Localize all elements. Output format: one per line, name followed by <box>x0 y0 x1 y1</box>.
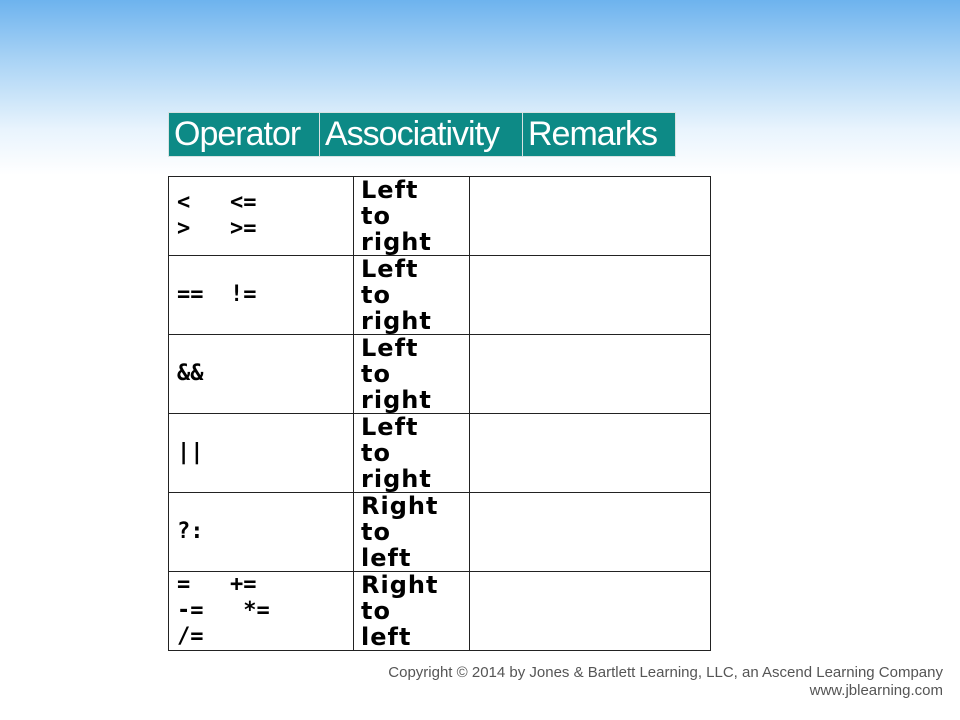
table-row <box>169 414 711 493</box>
associativity-cell <box>354 335 470 414</box>
associativity-cell <box>354 493 470 572</box>
remarks-cell <box>470 335 711 414</box>
table-row <box>169 335 711 414</box>
operator-cell <box>169 177 354 256</box>
table-row <box>169 493 711 572</box>
associativity-text: left <box>361 544 412 572</box>
operator-cell <box>169 256 354 335</box>
associativity-cell <box>354 256 470 335</box>
header-row <box>169 113 676 157</box>
associativity-text: right <box>361 386 432 414</box>
associativity-text: Left <box>361 334 419 362</box>
operator-text: < <= <box>177 190 257 215</box>
associativity-cell <box>354 414 470 493</box>
operator-text: ?: <box>177 519 204 544</box>
operator-text: && <box>177 361 204 386</box>
column-header-table <box>168 112 676 157</box>
associativity-text: Left <box>361 255 419 283</box>
operator-cell <box>169 493 354 572</box>
operator-text: || <box>177 440 204 465</box>
associativity-text: to <box>361 202 391 230</box>
associativity-text: to <box>361 281 391 309</box>
header-associativity: Associativity <box>320 113 523 157</box>
associativity-text: Right <box>361 571 439 599</box>
operator-text: /= <box>177 624 204 649</box>
operator-table <box>168 176 711 651</box>
operator-text: > >= <box>177 216 257 241</box>
operator-text: -= *= <box>177 598 270 623</box>
associativity-text: Left <box>361 413 419 441</box>
copyright-text: Copyright © 2014 by Jones & Bartlett Learning, LLC, an Ascend Learning Company <box>388 664 943 681</box>
associativity-text: right <box>361 307 432 335</box>
associativity-text: to <box>361 360 391 388</box>
associativity-text: left <box>361 623 412 651</box>
remarks-cell <box>470 572 711 651</box>
operator-text: = += <box>177 572 257 597</box>
website-text: www.jblearning.com <box>809 682 943 699</box>
remarks-cell <box>470 177 711 256</box>
header-operator: Operator <box>169 113 320 157</box>
associativity-text: to <box>361 518 391 546</box>
operator-cell <box>169 572 354 651</box>
associativity-text: Right <box>361 492 439 520</box>
associativity-text: right <box>361 228 432 256</box>
associativity-cell <box>354 177 470 256</box>
associativity-cell <box>354 572 470 651</box>
associativity-text: right <box>361 465 432 493</box>
operator-cell <box>169 414 354 493</box>
table-row <box>169 177 711 256</box>
remarks-cell <box>470 256 711 335</box>
operator-text: == != <box>177 282 257 307</box>
copyright-footer <box>388 664 943 700</box>
header-remarks: Remarks <box>523 113 676 157</box>
associativity-text: to <box>361 597 391 625</box>
operator-cell <box>169 335 354 414</box>
associativity-text: to <box>361 439 391 467</box>
remarks-cell <box>470 493 711 572</box>
table-row <box>169 572 711 651</box>
remarks-cell <box>470 414 711 493</box>
associativity-text: Left <box>361 176 419 204</box>
table-row <box>169 256 711 335</box>
